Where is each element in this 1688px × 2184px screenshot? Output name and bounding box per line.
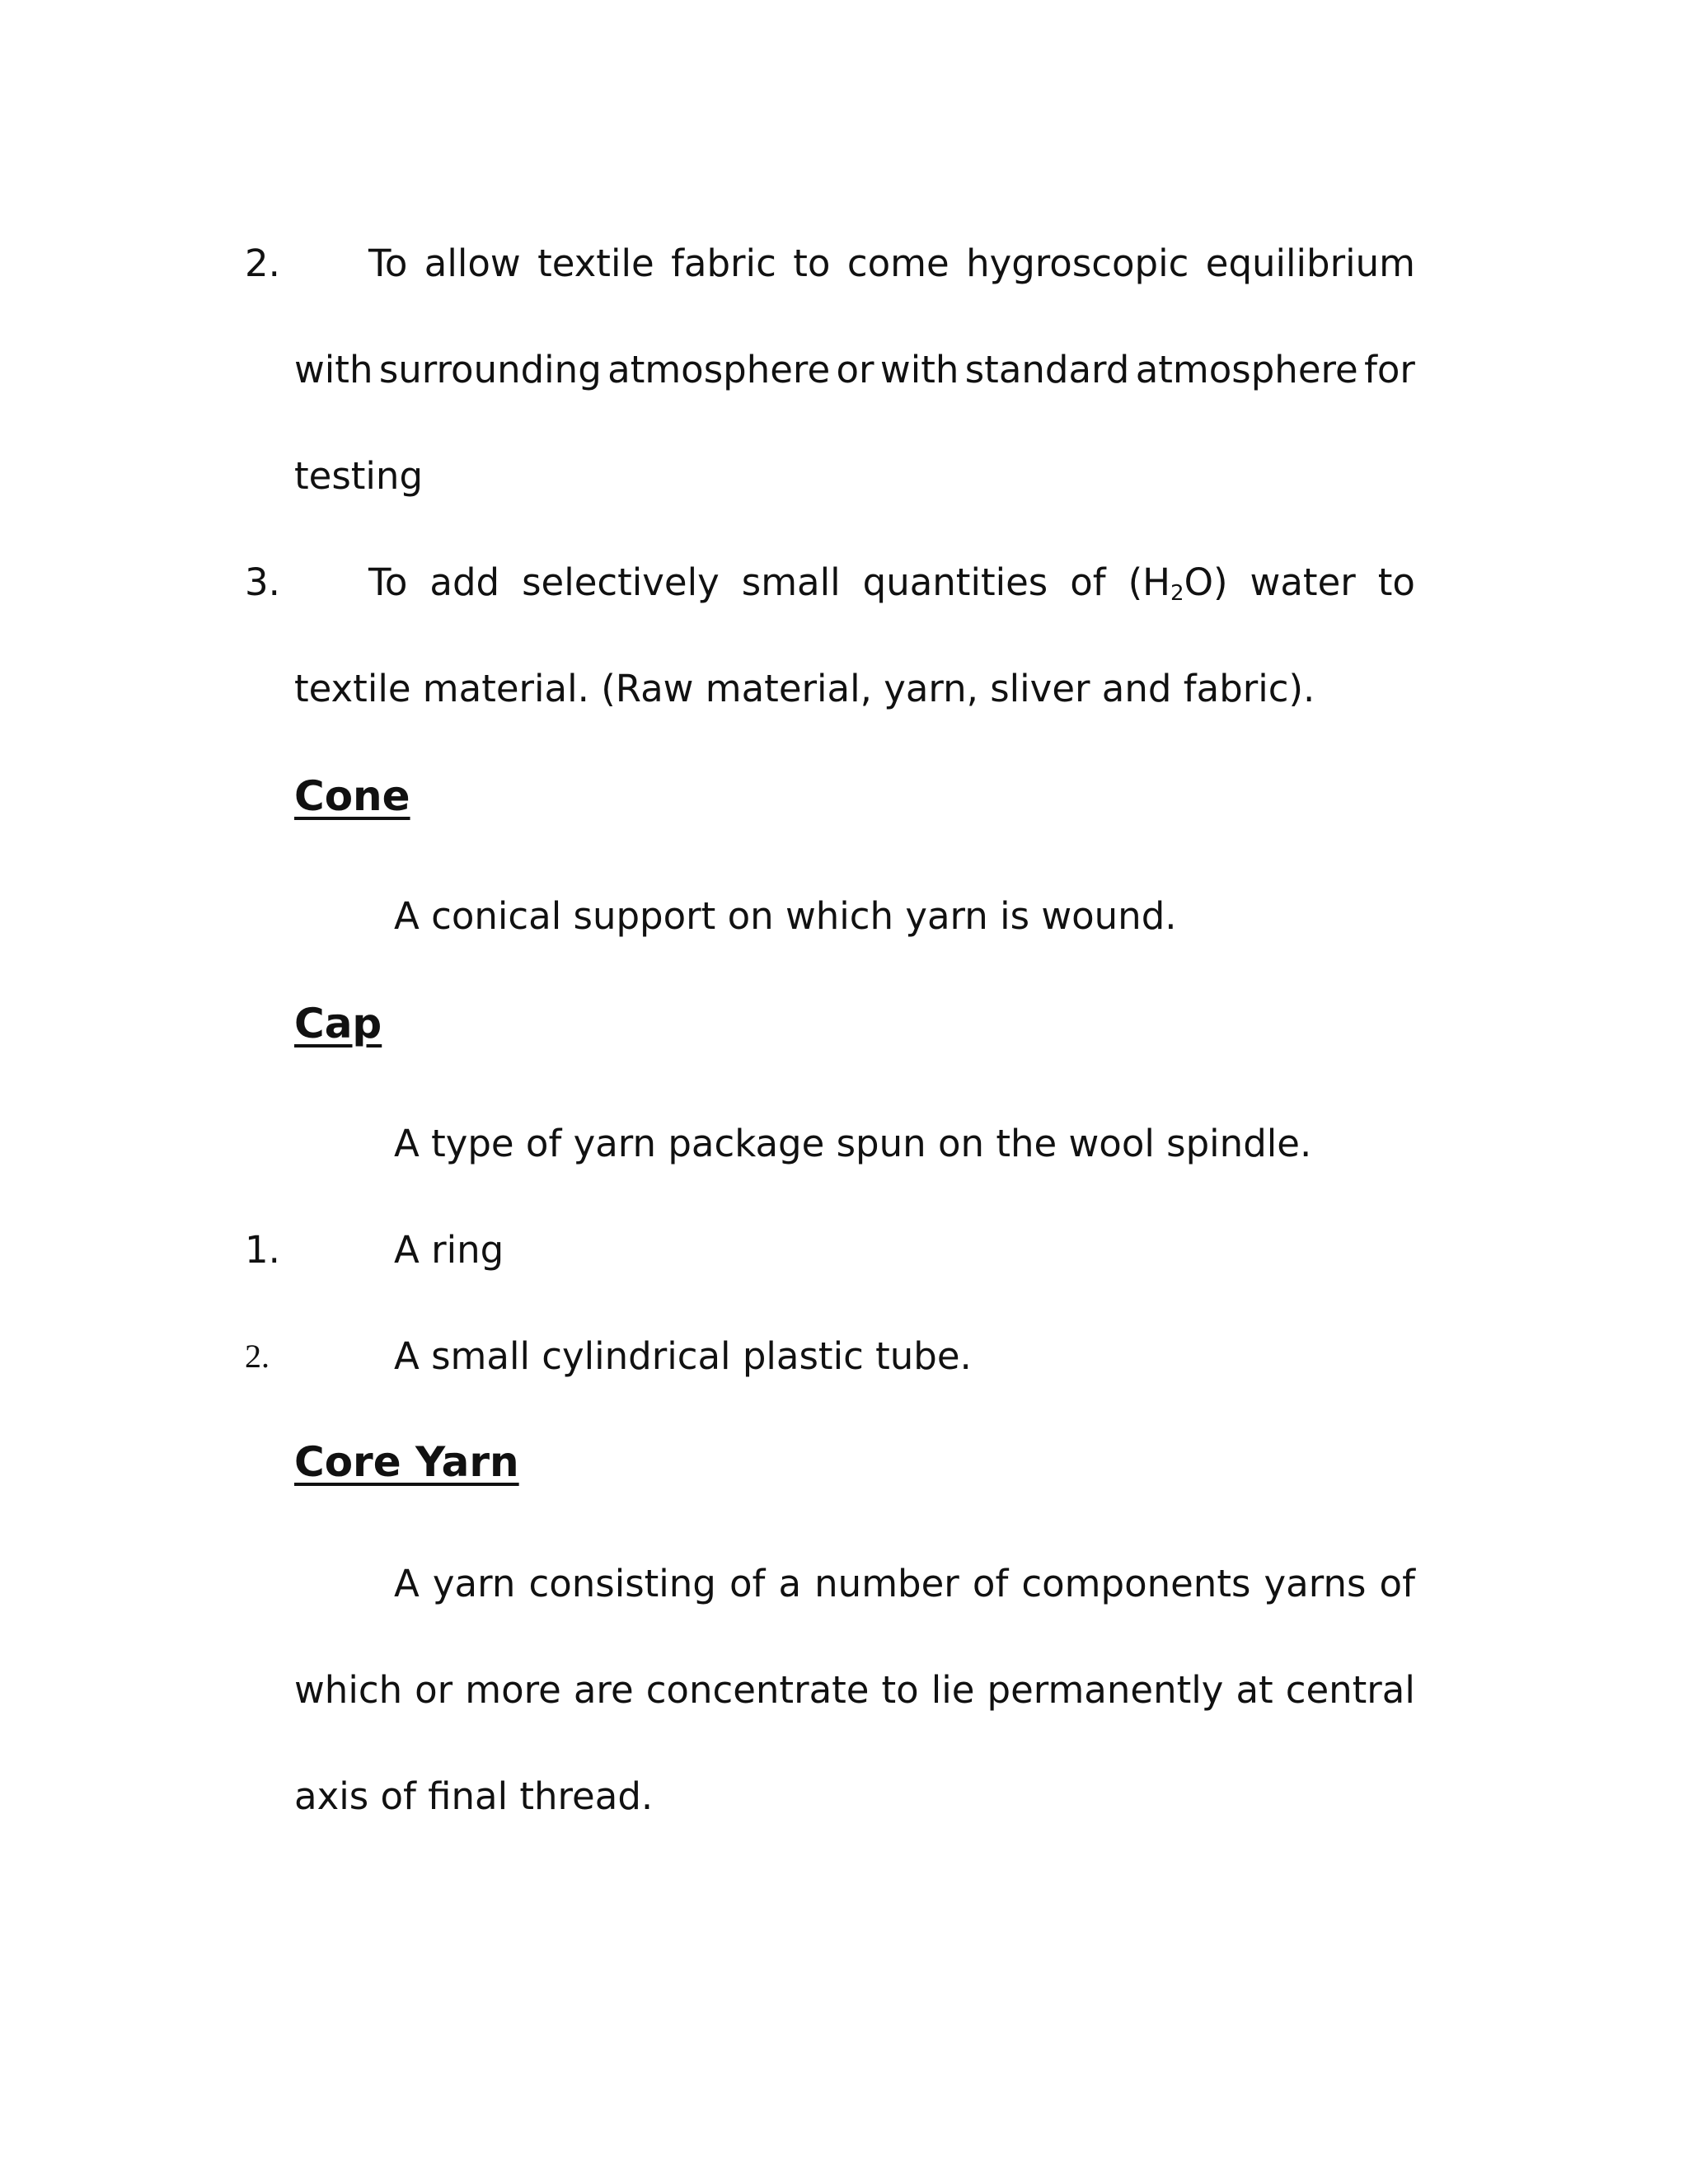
word: fabric <box>671 241 776 285</box>
item-3-word: quantities <box>862 560 1048 604</box>
word: lie <box>931 1668 975 1712</box>
word: are <box>573 1668 634 1712</box>
word: atmosphere <box>607 348 831 391</box>
word: concentrate <box>645 1668 870 1712</box>
word: textile <box>537 241 654 285</box>
heading-cap: Cap <box>294 1000 382 1047</box>
item-3-word: To <box>368 560 408 604</box>
word: at <box>1236 1668 1273 1712</box>
word: with <box>294 348 373 391</box>
word: hygroscopic <box>966 241 1189 285</box>
core-yarn-line-1 <box>394 1559 1415 1609</box>
word: yarn <box>432 1562 516 1605</box>
formula-subscript: 2 <box>1170 581 1184 606</box>
word: to <box>793 241 831 285</box>
word: a <box>778 1562 802 1605</box>
word: or <box>415 1668 453 1712</box>
word: yarns <box>1264 1562 1367 1605</box>
item-2-line-2 <box>294 345 1415 395</box>
heading-cone: Cone <box>294 772 410 820</box>
cap-item-1-number: 1. <box>245 1228 280 1272</box>
word: central <box>1285 1668 1415 1712</box>
core-yarn-line-2 <box>294 1666 1415 1715</box>
word: or <box>836 348 874 391</box>
cap-definition: A type of yarn package spun on the wool spindle. <box>394 1122 1312 1165</box>
word: of <box>972 1562 1009 1605</box>
word: standard <box>964 348 1130 391</box>
word: of <box>1379 1562 1415 1605</box>
cone-definition: A conical support on which yarn is wound. <box>394 894 1177 938</box>
item-2-number: 2. <box>245 241 280 285</box>
word: surrounding <box>378 348 602 391</box>
word: permanently <box>987 1668 1224 1712</box>
cap-item-2-text: A small cylindrical plastic tube. <box>394 1334 972 1378</box>
word: to <box>881 1668 919 1712</box>
item-3-number: 3. <box>245 560 280 604</box>
item-3-word: small <box>741 560 841 604</box>
item-3-line-1 <box>368 558 1415 607</box>
item-3-line-2: textile material. (Raw material, yarn, sliver and fabric). <box>294 667 1315 710</box>
word: more <box>465 1668 561 1712</box>
word: number <box>814 1562 959 1605</box>
item-2-line-3: testing <box>294 454 424 498</box>
core-yarn-line-3: axis of final thread. <box>294 1774 654 1818</box>
word: of <box>729 1562 766 1605</box>
word: A <box>394 1562 420 1605</box>
word: To <box>368 241 408 285</box>
cap-item-2-number: 2. <box>245 1338 270 1375</box>
word: which <box>294 1668 403 1712</box>
item-3-word: water <box>1250 560 1356 604</box>
heading-core-yarn: Core Yarn <box>294 1438 519 1486</box>
word: for <box>1364 348 1415 391</box>
word: allow <box>424 241 521 285</box>
water-formula: $(H_2O)$ <box>1128 560 1228 606</box>
word: atmosphere <box>1135 348 1358 391</box>
item-3-word: to <box>1377 560 1415 604</box>
item-3-word: add <box>429 560 500 604</box>
word: come <box>846 241 950 285</box>
word: consisting <box>528 1562 716 1605</box>
word: with <box>879 348 959 391</box>
item-3-word: of <box>1070 560 1106 604</box>
item-2-line-1 <box>368 239 1415 288</box>
item-3-word: selectively <box>522 560 720 604</box>
word: components <box>1021 1562 1251 1605</box>
word: equilibrium <box>1205 241 1415 285</box>
cap-item-1-text: A ring <box>394 1228 504 1272</box>
